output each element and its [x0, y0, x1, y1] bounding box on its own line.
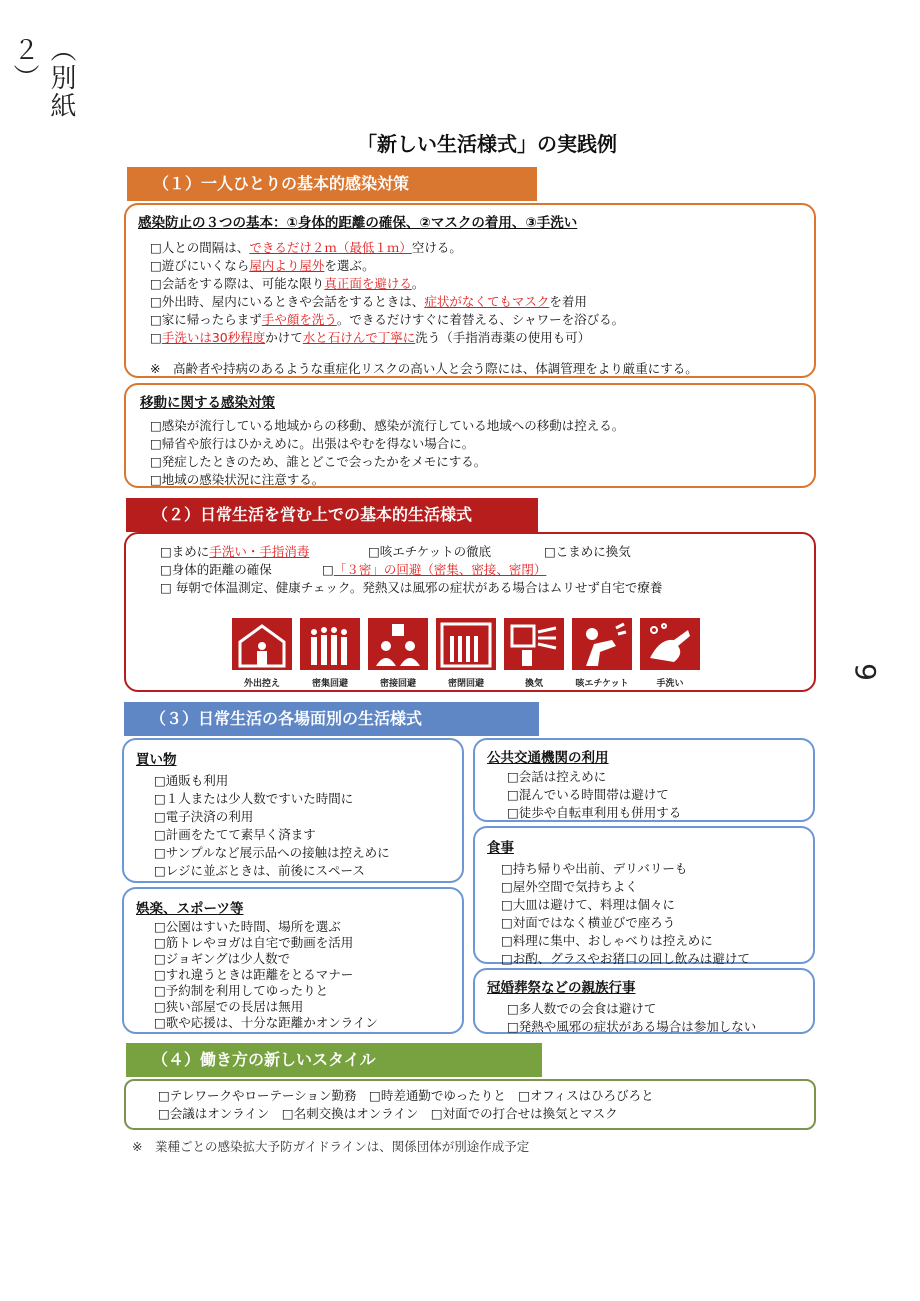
pictogram-label: 咳エチケット — [575, 679, 629, 689]
list-item: □会話は控えめに — [507, 769, 607, 784]
shopping-box — [122, 738, 464, 883]
page-number: 9 — [849, 663, 882, 681]
list-item: □人との間隔は、できるだけ２ｍ（最低１ｍ）空ける。 — [150, 240, 462, 255]
side-label: （別紙２） — [9, 36, 76, 120]
pictogram — [232, 618, 292, 690]
list-item: □発症したときのため、誰とどこで会ったかをメモにする。 — [150, 454, 487, 469]
list-item: □通販も利用 — [154, 773, 229, 788]
list-item: □咳エチケットの徹底 — [368, 544, 492, 559]
pictogram-label: 換気 — [524, 679, 543, 689]
basic-measures-title: 感染防止の３つの基本：①身体的距離の確保、②マスクの着用、③手洗い — [138, 215, 578, 231]
section2-heading: （２）日常生活を営む上での基本的生活様式 — [126, 498, 538, 532]
pictogram — [300, 618, 360, 690]
travel-measures-box — [124, 383, 816, 488]
ceremonies-title: 冠婚葬祭などの親族行事 — [487, 980, 636, 996]
recreation-title: 娯楽、スポーツ等 — [136, 901, 244, 917]
pictogram-label: 密集回避 — [311, 679, 348, 689]
list-item: □屋外空間で気持ちよく — [501, 879, 638, 894]
list-item: □地域の感染状況に注意する。 — [150, 472, 325, 487]
list-item: □公園はすいた時間、場所を選ぶ — [154, 919, 341, 934]
shopping-title: 買い物 — [136, 752, 177, 768]
pictogram-label: 手洗い — [656, 679, 684, 689]
transit-title: 公共交通機関の利用 — [487, 750, 609, 766]
pictogram-label: 密閉回避 — [447, 679, 484, 689]
pictogram-label: 外出控え — [243, 679, 280, 689]
pictogram — [436, 618, 496, 690]
list-item: □電子決済の利用 — [154, 809, 254, 824]
list-item: □外出時、屋内にいるときや会話をするときは、症状がなくてもマスクを着用 — [150, 294, 587, 309]
list-item: □歌や応援は、十分な距離かオンライン — [154, 1015, 378, 1030]
house-person-icon — [232, 618, 292, 670]
meals-box — [473, 826, 815, 964]
list-item: □持ち帰りや出前、デリバリーも — [501, 861, 688, 876]
recreation-box — [122, 887, 464, 1034]
pictogram — [368, 618, 428, 690]
basic-measures-box — [124, 203, 816, 378]
travel-measures-title: 移動に関する感染対策 — [140, 395, 275, 411]
pictogram-label: 密接回避 — [379, 679, 416, 689]
meals-title: 食事 — [487, 840, 514, 856]
list-item: □こまめに換気 — [544, 544, 631, 559]
list-item: □ 毎朝で体温測定、健康チェック。発熱又は風邪の症状がある場合はムリせず自宅で療養 — [160, 580, 663, 595]
list-item: □計画をたてて素早く済ます — [154, 827, 316, 842]
list-item: □発熱や風邪の症状がある場合は参加しない — [507, 1019, 757, 1034]
pictogram — [640, 618, 700, 690]
list-item: □対面ではなく横並びで座ろう — [501, 915, 676, 930]
list-item: □すれ違うときは距離をとるマナー — [154, 967, 354, 982]
ceremonies-box — [473, 968, 815, 1034]
list-item: □徒歩や自転車利用も併用する — [507, 805, 682, 820]
list-item: □料理に集中、おしゃべりは控えめに — [501, 933, 713, 948]
list-item: □「３密」の回避（密集、密接、密閉） — [322, 562, 547, 577]
list-item: □お酌、グラスやお猪口の回し飲みは避けて — [501, 951, 750, 966]
list-item: □会議はオンライン □名刺交換はオンライン □対面での打合せは換気とマスク — [158, 1106, 618, 1121]
hand-wash-icon — [640, 618, 700, 670]
section4-heading: （４）働き方の新しいスタイル — [126, 1043, 542, 1077]
list-item: □多人数での会食は避けて — [507, 1001, 657, 1016]
list-item: □手洗いは30秒程度かけて水と石けんで丁寧に洗う（手指消毒薬の使用も可） — [150, 330, 591, 345]
list-item: □まめに手洗い・手指消毒 — [160, 544, 310, 559]
list-item: □感染が流行している地域からの移動、感染が流行している地域への移動は控える。 — [150, 418, 625, 433]
transit-box — [473, 738, 815, 822]
high-risk-note: ※ 高齢者や持病のあるような重症化リスクの高い人と会う際には、体調管理をより厳重にする。 — [150, 361, 698, 376]
page-title: 「新しい生活様式」の実践例 — [357, 132, 617, 156]
list-item: □家に帰ったらまず手や顔を洗う。できるだけすぐに着替える、シャワーを浴びる。 — [150, 312, 625, 327]
list-item: □筋トレやヨガは自宅で動画を活用 — [154, 935, 354, 950]
list-item: □サンプルなど展示品への接触は控えめに — [154, 845, 390, 860]
ventilation-icon — [504, 618, 564, 670]
list-item: □身体的距離の確保 — [160, 562, 272, 577]
list-item: □大皿は避けて、料理は個々に — [501, 897, 676, 912]
cough-etiquette-icon — [572, 618, 632, 670]
section3-heading: （３）日常生活の各場面別の生活様式 — [124, 702, 539, 736]
pictogram — [572, 618, 632, 690]
list-item: □混んでいる時間帯は避けて — [507, 787, 669, 802]
close-contact-icon — [368, 618, 428, 670]
list-item: □帰省や旅行はひかえめに。出張はやむを得ない場合に。 — [150, 436, 475, 451]
work-style-box — [124, 1079, 816, 1130]
crowd-icon — [300, 618, 360, 670]
pictogram — [504, 618, 564, 690]
list-item: □ジョギングは少人数で — [154, 951, 291, 966]
closed-room-icon — [436, 618, 496, 670]
list-item: □レジに並ぶときは、前後にスペース — [154, 863, 365, 878]
footer-note: ※ 業種ごとの感染拡大予防ガイドラインは、関係団体が別途作成予定 — [132, 1139, 530, 1154]
pictogram-row — [232, 618, 702, 690]
list-item: □会話をする際は、可能な限り真正面を避ける。 — [150, 276, 425, 291]
list-item: □予約制を利用してゆったりと — [154, 983, 329, 998]
list-item: □狭い部屋での長居は無用 — [154, 999, 304, 1014]
list-item: □遊びにいくなら屋内より屋外を選ぶ。 — [150, 258, 375, 273]
list-item: □１人または少人数ですいた時間に — [154, 791, 354, 806]
section1-heading: （１）一人ひとりの基本的感染対策 — [127, 167, 537, 201]
list-item: □テレワークやローテーション勤務 □時差通勤でゆったりと □オフィスはひろびろと — [158, 1088, 654, 1103]
